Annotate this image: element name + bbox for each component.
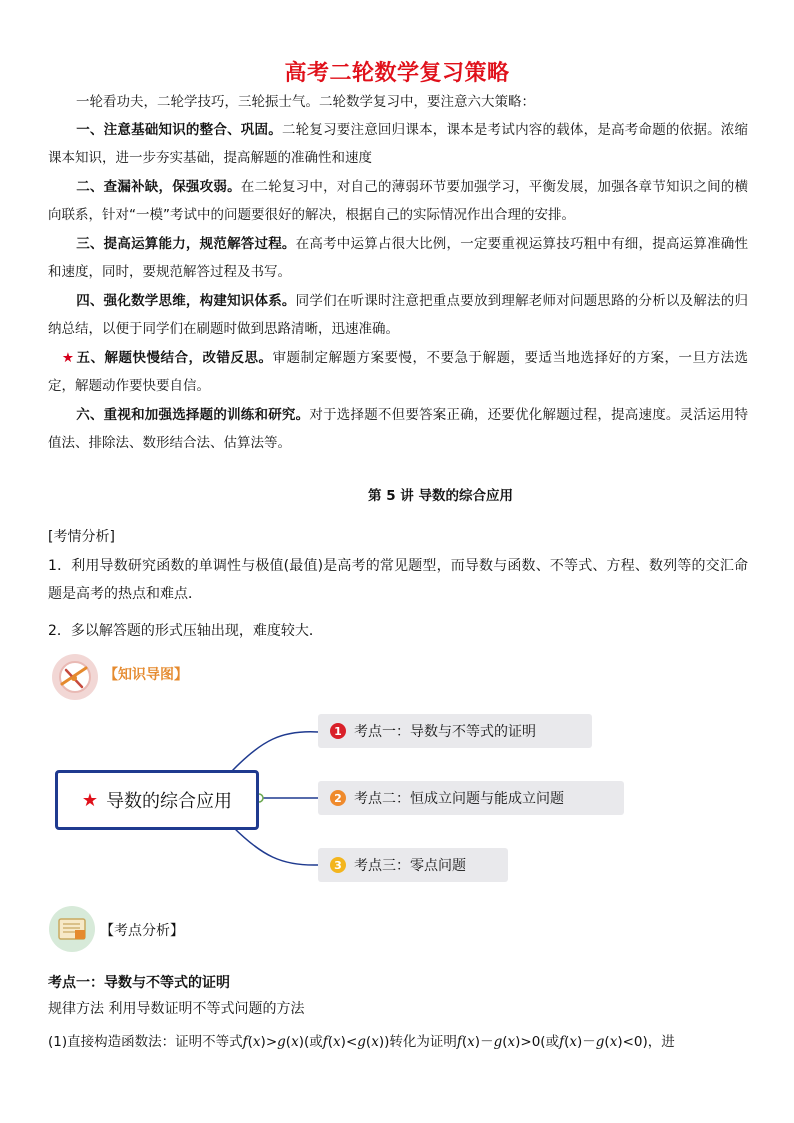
- math-g: g: [595, 1034, 605, 1050]
- math-g: g: [357, 1034, 366, 1050]
- math-x: x: [333, 1034, 341, 1050]
- math-paren: (: [327, 1034, 334, 1050]
- knowledge-map-label: 【知识导图】: [104, 667, 188, 683]
- strategy-3-body: 在高考中运算占很大比例，一定要重视运算技巧粗中有细，提高运算准确性和速度，同时，要规范解答过程及书写。: [48, 236, 749, 280]
- math-paren: ): [378, 1034, 385, 1050]
- math-paren: ): [617, 1034, 623, 1050]
- math-x: x: [467, 1034, 475, 1050]
- math-g: g: [277, 1034, 286, 1050]
- kp-analysis-badge: [49, 906, 95, 952]
- math-text: <0)，进: [622, 1034, 675, 1050]
- mindmap-center-label: 导数的综合应用: [106, 791, 233, 812]
- math-f: f: [456, 1034, 462, 1050]
- math-paren: (: [564, 1034, 570, 1050]
- analysis-item-1: 1．利用导数研究函数的单调性与极值(最值)是高考的常见题型，而导数与函数、不等式、方程、数列等的交汇命题是高考的热点和难点．: [48, 558, 748, 602]
- number-badge-1: 1: [330, 723, 346, 739]
- math-op: >: [265, 1034, 278, 1050]
- number-badge-3: 3: [330, 857, 346, 873]
- math-f: f: [559, 1034, 565, 1050]
- kp1-text: [48, 1030, 675, 1050]
- math-op: <: [345, 1034, 358, 1050]
- math-x: x: [252, 1034, 261, 1050]
- strategy-5-head: 五、解题快慢结合，改错反思。: [76, 350, 273, 366]
- math-paren: (: [365, 1034, 372, 1050]
- math-x: x: [569, 1034, 577, 1050]
- strategy-4-head: 四、强化数学思维，构建知识体系。: [76, 293, 296, 309]
- math-paren: (: [247, 1034, 253, 1050]
- intro-text: 一轮看功夫，二轮学技巧，三轮振士气。二轮数学复习中，要注意六大策略：: [76, 94, 535, 110]
- lecture-title: 第 5 讲 导数的综合应用: [368, 488, 513, 504]
- mindmap-node-2: [318, 781, 624, 815]
- math-text: >0(或: [520, 1034, 560, 1050]
- math-paren: (: [502, 1034, 508, 1050]
- math-x: x: [371, 1034, 379, 1050]
- mindmap-node-3: [318, 848, 508, 882]
- strategy-2-head: 二、查漏补缺，保强攻弱。: [76, 179, 241, 195]
- math-f: f: [242, 1034, 248, 1050]
- math-x: x: [609, 1034, 618, 1050]
- math-g: g: [493, 1034, 503, 1050]
- strategy-6-head: 六、重视和加强选择题的训练和研究。: [76, 407, 310, 423]
- math-paren: ): [260, 1034, 266, 1050]
- notebook-icon: [49, 906, 95, 952]
- mindmap-center-node: [55, 770, 259, 830]
- strategy-1-head: 一、注意基础知识的整合、巩固。: [76, 122, 282, 138]
- number-badge-2: 2: [330, 790, 346, 806]
- math-x: x: [507, 1034, 516, 1050]
- strategy-3-head: 三、提高运算能力，规范解答过程。: [76, 236, 296, 252]
- mindmap-node-2-label: 考点二：恒成立问题与能成立问题: [354, 791, 564, 807]
- math-paren: ): [515, 1034, 521, 1050]
- kp-analysis-label: 【考点分析】: [100, 923, 184, 939]
- math-paren: (: [461, 1034, 468, 1050]
- math-f: f: [322, 1034, 328, 1050]
- math-text: (或: [303, 1034, 323, 1050]
- mindmap-node-1: [318, 714, 592, 748]
- red-star-icon: ★: [61, 350, 74, 366]
- kp1-method: 规律方法 利用导数证明不等式问题的方法: [48, 1001, 305, 1017]
- mindmap-node-1-label: 考点一：导数与不等式的证明: [354, 724, 536, 740]
- mindmap-node-3-label: 考点三：零点问题: [354, 858, 466, 874]
- strategy-1-body: 二轮复习要注意回归课本，课本是考试内容的载体，是高考命题的依据。浓缩课本知识，进一步夯实基础，提高解题的准确性和速度: [48, 122, 749, 166]
- strategy-6-body: 对于选择题不但要答案正确，还要优化解题过程，提高速度。灵活运用特值法、排除法、数形结合法、估算法等。: [48, 407, 749, 451]
- math-text: )转化为证明: [384, 1034, 457, 1050]
- math-x: x: [291, 1034, 299, 1050]
- kp1-text-lead: (1)直接构造函数法：证明不等式: [48, 1034, 243, 1050]
- strategy-2-body: 在二轮复习中，对自己的薄弱环节要加强学习，平衡发展，加强各章节知识之间的横向联系，针对“一模”考试中的问题要很好的解决，根据自己的实际情况作出合理的安排。: [48, 179, 749, 223]
- analysis-heading: [考情分析]: [48, 529, 115, 545]
- math-paren: ): [340, 1034, 346, 1050]
- analysis-item-2: 2．多以解答题的形式压轴出现，难度较大．: [48, 623, 323, 639]
- star-icon: ★: [81, 789, 99, 811]
- strategy-5-body: 审题制定解题方案要慢，不要急于解题，要适当地选择好的方案，一旦方法选定，解题动作要快要自信。: [48, 350, 748, 394]
- strategy-4-body: 同学们在听课时注意把重点要放到理解老师对问题思路的分析以及解法的归纳总结，以便于同学们在刷题时做到思路清晰，迅速准确。: [48, 293, 749, 337]
- math-paren: (: [604, 1034, 610, 1050]
- math-op: －: [582, 1034, 596, 1050]
- math-paren: ): [474, 1034, 481, 1050]
- kp1-title: 考点一：导数与不等式的证明: [48, 975, 230, 991]
- math-paren: ): [576, 1034, 583, 1050]
- math-op: －: [480, 1034, 494, 1050]
- math-paren: (: [285, 1034, 292, 1050]
- page-title: 高考二轮数学复习策略: [284, 61, 510, 86]
- math-paren: ): [298, 1034, 304, 1050]
